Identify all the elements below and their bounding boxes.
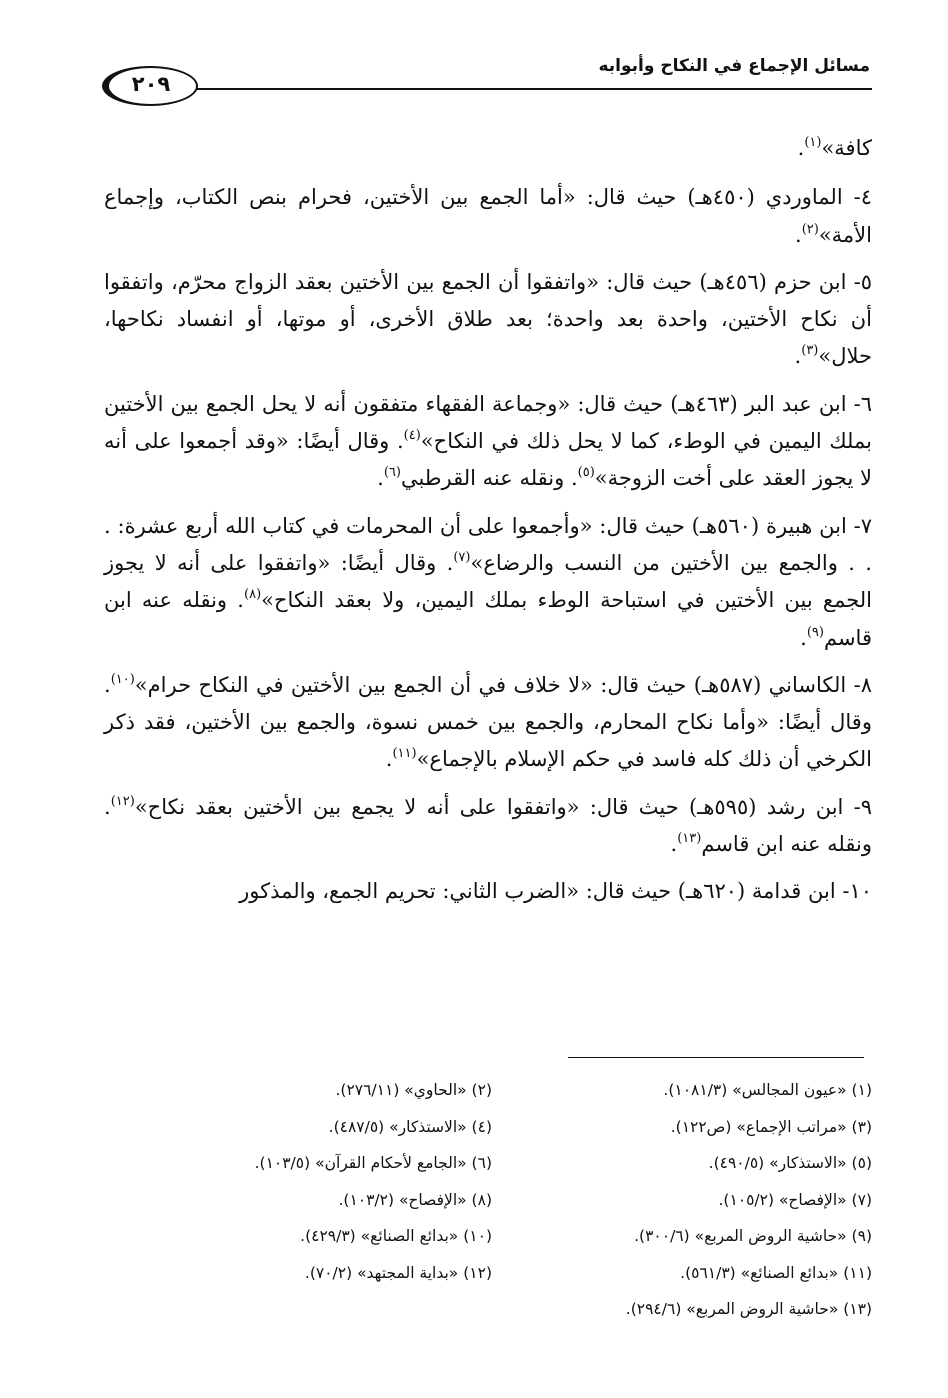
footnote: (١) «عيون المجالس» (١٠٨١/٣). (663, 1081, 872, 1100)
footnote: (٣) «مراتب الإجماع» (ص١٢٢). (670, 1117, 872, 1136)
footnote-ref[interactable]: (١٠) (110, 671, 135, 687)
paragraph: ٩- ابن رشد (٥٩٥هـ) حيث قال: «واتفقوا على أنه لا يجمع بين الأختين بعقد نكاح»$^{(١٢)}$. ونقله عنه ابن قاسم$^{(١٣)}$. (104, 793, 872, 857)
footnote-ref[interactable]: (١١) (392, 746, 417, 762)
footnote-ref[interactable]: (٣) (801, 343, 819, 359)
paragraph: ٥- ابن حزم (٤٥٦هـ) حيث قال: «واتفقوا أن الجمع بين الأختين بعقد الزواج محرّم، واتفقوا أن نكاح الأختين، واحدة بعد واحدة؛ بعد طلاق الأخرى، أو موتها، أو انفساد نكاحها، حلال»$^{(٣)}$. (104, 269, 873, 369)
footnote-ref[interactable]: (٢) (801, 221, 819, 237)
footnote-row (112, 1218, 872, 1255)
page-number: ٢٠٩ (131, 72, 171, 96)
footnote: (١١) «بدائع الصنائع» (٥٦١/٣). (680, 1263, 872, 1282)
footnote-row (112, 1182, 872, 1219)
footnote-row (112, 1255, 872, 1292)
footnote-ref[interactable]: (٩) (806, 624, 824, 640)
paragraph: ٨- الكاساني (٥٨٧هـ) حيث قال: «لا خلاف في أن الجمع بين الأختين في النكاح حرام»$^{(١٠)}$. وقال أيضًا: «وأما نكاح المحارم، والجمع بين خمس نسوة، والجمع بين الأختين، فقد ذكر الكرخي أن ذلك كله فاسد في حكم الإسلام بالإجماع»$^{(١١)}$. (104, 671, 872, 772)
footnote: (٨) «الإفصاح» (١٠٣/٢). (338, 1190, 492, 1209)
header-rule (196, 88, 872, 90)
paragraph: ٧- ابن هبيرة (٥٦٠هـ) حيث قال: «وأجمعوا على أن المحرمات في كتاب الله أربع عشرة: . . . والجمع بين الأختين من النسب والرضاع»$^{(٧)}$. وقال أيضًا: «واتفقوا على أنه لا يجوز الجمع بين الأختين في استباحة الوطء بملك اليمين، ولا بعقد النكاح»$^{(٨)}$. ونقله عنه ابن قاسم$^{(٩)}$. (104, 513, 873, 650)
footnote-ref[interactable]: (٨) (244, 587, 262, 603)
footnote: (١٢) «بداية المجتهد» (٧٠/٢). (304, 1263, 492, 1282)
paragraph: ٦- ابن عبد البر (٤٦٣هـ) حيث قال: «وجماعة الفقهاء متفقون أنه لا يحل الجمع بين الأختين بملك اليمين في الوطء، كما لا يحل ذلك في النكاح»$^{(٤)}$. وقال أيضًا: «وقد أجمعوا على أنه لا يجوز العقد على أخت الزوجة»$^{(٥)}$. ونقله عنه القرطبي$^{(٦)}$. (104, 391, 872, 491)
footnote-ref[interactable]: (٧) (453, 549, 471, 565)
paragraph: ١٠- ابن قدامة (٦٢٠هـ) حيث قال: «الضرب الثاني: تحريم الجمع، والمذكور (239, 879, 872, 904)
footnote: (٦) «الجامع لأحكام القرآن» (١٠٣/٥). (254, 1154, 492, 1173)
footnotes (112, 1072, 872, 1328)
footnote: (١٠) «بدائع الصنائع» (٤٢٩/٣). (300, 1227, 492, 1246)
footnote-row (112, 1072, 872, 1109)
paragraph: ٤- الماوردي (٤٥٠هـ) حيث قال: «أما الجمع بين الأختين، فحرام بنص الكتاب، وإجماع الأمة»$^{(٢)}$. (104, 185, 873, 247)
footnote-ref[interactable]: (١) (804, 135, 822, 150)
footnote: (٥) «الاستذكار» (٤٩٠/٥). (708, 1154, 872, 1173)
main-text (104, 130, 872, 921)
footnote-row (112, 1109, 872, 1146)
footnote: (٧) «الإفصاح» (١٠٥/٢). (718, 1190, 872, 1209)
footnote: (٢) «الحاوي» (٢٧٦/١١). (335, 1081, 492, 1100)
footnote-ref[interactable]: (١٣) (677, 831, 702, 847)
footnote-row (112, 1145, 872, 1182)
paragraph: كافة»$^{(١)}$. (797, 135, 872, 160)
running-header-title: مسائل الإجماع في النكاح وأبوابه (598, 56, 870, 76)
footnote-ref[interactable]: (١٢) (110, 793, 135, 809)
footnote-row (112, 1291, 872, 1328)
footnote-separator (568, 1057, 864, 1058)
footnote-ref[interactable]: (٤) (403, 428, 421, 444)
footnote: (١٣) «حاشية الروض المربع» (٢٩٤/٦). (625, 1300, 872, 1319)
footnote-ref[interactable]: (٥) (577, 465, 595, 481)
footnote-ref[interactable]: (٦) (383, 465, 401, 481)
footnote: (٩) «حاشية الروض المربع» (٣٠٠/٦). (634, 1227, 872, 1246)
footnote: (٤) «الاستذكار» (٤٨٧/٥). (328, 1117, 492, 1136)
